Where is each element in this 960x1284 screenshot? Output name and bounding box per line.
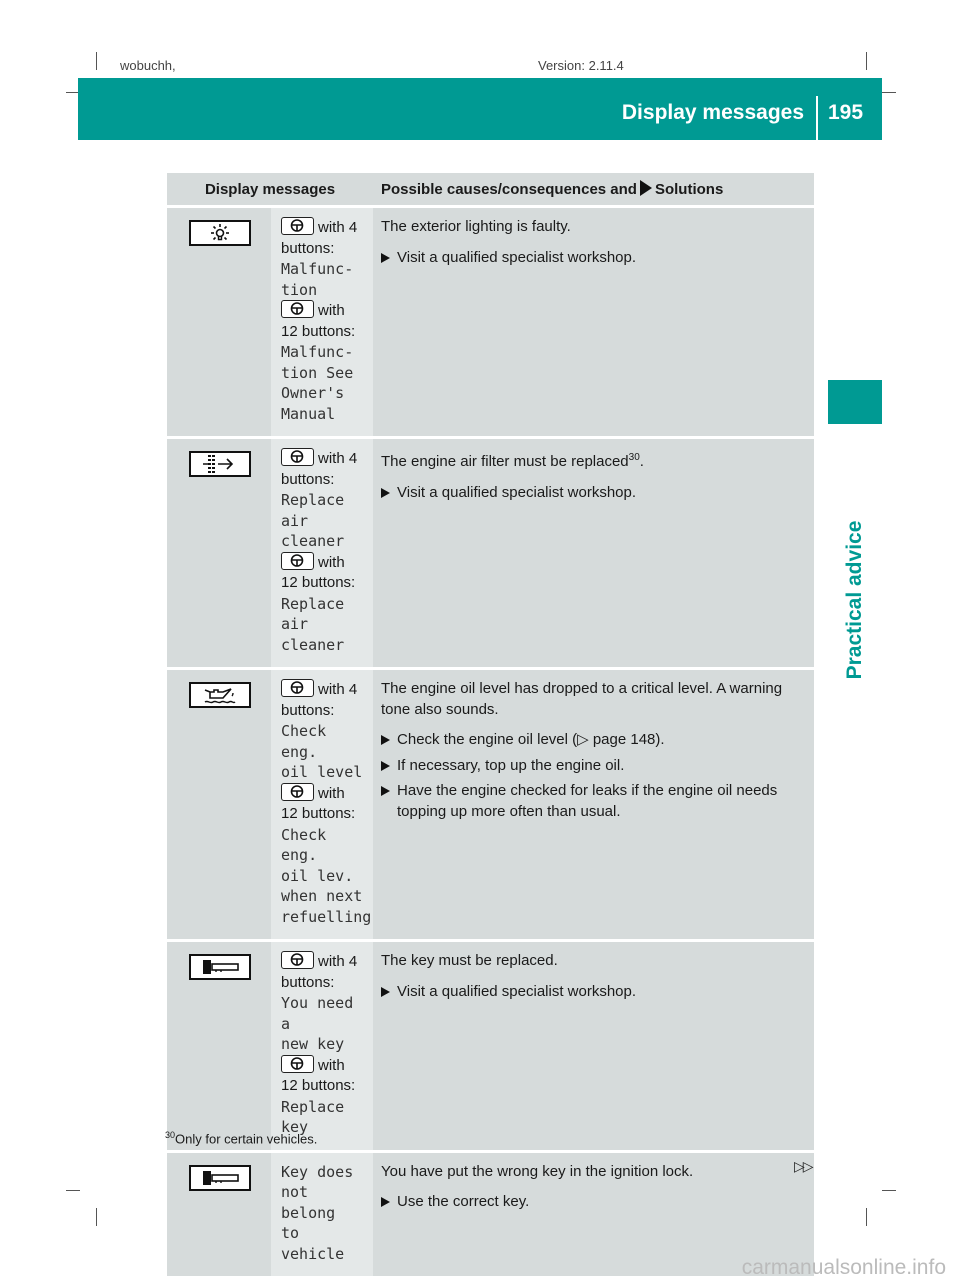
cause-solution-cell: [373, 207, 814, 438]
cause-solution-cell: [373, 669, 814, 941]
solution-arrow-icon: [640, 180, 652, 196]
cause-text: [381, 448, 808, 473]
display-message-cell: [271, 207, 373, 438]
cause-main: The exterior lighting is faulty.: [381, 218, 571, 235]
key-icon: [189, 1165, 251, 1191]
message-text: Check eng.: [281, 825, 327, 864]
page-number: 195: [828, 101, 864, 124]
crop-mark: [882, 92, 896, 93]
message-text: Manual: [281, 404, 336, 423]
cause-main: The engine air filter must be replaced: [381, 453, 629, 470]
print-meta-right: Version: 2.11.4: [538, 58, 624, 73]
crop-mark: [66, 1190, 80, 1191]
message-text: cleaner: [281, 532, 345, 550]
variant-label: [281, 1055, 370, 1077]
cause-text: [381, 1162, 808, 1183]
message-text: tion See: [281, 363, 354, 382]
steering-wheel-icon: [281, 951, 314, 969]
table-row: [167, 207, 814, 438]
icon-cell: [167, 941, 271, 1152]
display-messages-table: [167, 173, 814, 1279]
message-text: when next: [281, 887, 363, 905]
variant-label: [281, 300, 370, 322]
solution-step: [381, 781, 808, 822]
variant-label: [281, 951, 370, 973]
steering-wheel-icon: [281, 300, 314, 318]
icon-cell: [167, 669, 271, 941]
step-text: Check the engine oil level (▷ page 148).: [397, 731, 665, 748]
variant-sub: 12 buttons:: [281, 1077, 356, 1094]
step-arrow-icon: [381, 488, 390, 498]
variant-sub: 12 buttons:: [281, 574, 356, 591]
variant-sub: buttons:: [281, 701, 335, 719]
step-arrow-icon: [381, 761, 390, 771]
message-text: air: [281, 615, 309, 633]
footnote-ref: 30: [628, 452, 640, 463]
icon-cell: [167, 438, 271, 669]
steering-wheel-icon: [281, 552, 314, 570]
message-text: oil level: [281, 763, 363, 781]
step-text: If necessary, top up the engine oil.: [397, 756, 625, 774]
variant-sub: buttons:: [281, 470, 335, 488]
exterior-lighting-icon: [189, 220, 251, 246]
cause-text: [381, 951, 808, 972]
variant-label-text: with: [318, 784, 345, 802]
variant-sub: buttons:: [281, 973, 335, 991]
variant-label: [281, 552, 370, 574]
message-text: not belong: [281, 1183, 336, 1222]
variant-label: [281, 679, 370, 701]
crop-mark: [96, 52, 97, 70]
cause-solution-cell: [373, 941, 814, 1152]
variant-sub: 12 buttons:: [281, 805, 356, 822]
steering-wheel-icon: [281, 679, 314, 697]
steering-wheel-icon: [281, 1055, 314, 1073]
cause-main: The key must be replaced.: [381, 952, 558, 969]
air-filter-icon: [189, 451, 251, 477]
step-arrow-icon: [381, 253, 390, 263]
solution-step: [381, 730, 808, 751]
variant-label-text: with: [318, 302, 345, 319]
message-text: Malfunc-: [281, 343, 354, 361]
message-text: Replace: [281, 1097, 345, 1116]
icon-cell: [167, 1151, 271, 1278]
col-header-causes: [373, 173, 814, 207]
message-text: air: [281, 511, 309, 530]
message-text: You need a: [281, 994, 354, 1033]
variant-sub: 12 buttons:: [281, 322, 356, 340]
display-message-cell: [271, 941, 373, 1152]
variant-label-text: with: [318, 1056, 345, 1074]
variant-label: [281, 217, 370, 239]
step-arrow-icon: [381, 735, 390, 745]
variant-label-text: with 4: [318, 219, 358, 236]
engine-oil-icon: [189, 682, 251, 708]
solution-step: [381, 1192, 808, 1213]
steering-wheel-icon: [281, 448, 314, 466]
col-header-causes-label: Possible causes/consequences and: [381, 181, 637, 198]
step-text: Use the correct key.: [397, 1193, 530, 1210]
message-text: cleaner: [281, 635, 345, 654]
message-text: to vehicle: [281, 1224, 345, 1263]
table-row: [167, 941, 814, 1152]
variant-label-text: with: [318, 553, 345, 571]
message-text: Check eng.: [281, 722, 327, 761]
variant-sub: buttons:: [281, 239, 335, 257]
solution-step: [381, 248, 808, 269]
footnote-number: 30: [165, 1130, 176, 1140]
message-text: key: [281, 1118, 309, 1136]
cause-end: .: [639, 453, 644, 470]
icon-cell: [167, 207, 271, 438]
solution-step: [381, 483, 808, 504]
cause-text: [381, 217, 808, 238]
steering-wheel-icon: [281, 783, 314, 801]
crop-mark: [96, 1208, 97, 1226]
header-divider: [816, 96, 818, 140]
message-text: Malfunc-: [281, 260, 354, 278]
step-text: Visit a qualified specialist workshop.: [397, 248, 637, 266]
message-text: refuelling: [281, 907, 372, 926]
message-text: Key does: [281, 1162, 354, 1181]
col-header-display: Display messages: [167, 173, 373, 207]
steering-wheel-icon: [281, 217, 314, 235]
table-row: [167, 669, 814, 941]
message-text: Replace: [281, 594, 345, 613]
page-title: Display messages: [621, 101, 804, 124]
variant-label-text: with 4: [318, 681, 358, 698]
table-header-row: [167, 173, 814, 207]
continue-icon: ▷▷: [794, 1158, 812, 1174]
solution-step: [381, 756, 808, 777]
solution-step: [381, 982, 808, 1003]
display-message-cell: [271, 669, 373, 941]
message-text: oil lev.: [281, 866, 354, 885]
variant-label: [281, 783, 370, 805]
key-icon: [189, 954, 251, 980]
cause-main: You have put the wrong key in the ignition lock.: [381, 1162, 694, 1180]
message-text: tion: [281, 280, 318, 299]
variant-label: [281, 448, 370, 470]
step-arrow-icon: [381, 987, 390, 997]
watermark: carmanualsonline.info: [741, 1256, 946, 1279]
display-message-cell: [271, 438, 373, 669]
crop-mark: [866, 1208, 867, 1226]
step-text: Visit a qualified specialist workshop.: [397, 982, 637, 1000]
section-label: Practical advice: [843, 520, 866, 680]
print-meta-left: wobuchh,: [120, 58, 176, 73]
message-text: Owner's: [281, 384, 345, 402]
cause-text: [381, 679, 808, 720]
crop-mark: [866, 52, 867, 70]
message-text: new key: [281, 1035, 345, 1053]
step-text: Have the engine checked for leaks if the engine oil needs topping up more often than usual.: [397, 782, 778, 820]
cause-solution-cell: [373, 438, 814, 669]
section-tab: [828, 380, 882, 424]
table-row: [167, 438, 814, 669]
cause-main: The engine oil level has dropped to a critical level. A warning tone also sounds.: [381, 680, 783, 718]
footnote-text: Only for certain vehicles.: [175, 1131, 318, 1147]
table-row: [167, 1151, 814, 1278]
footnote: [165, 1130, 317, 1146]
step-arrow-icon: [381, 786, 390, 796]
display-message-cell: [271, 1151, 373, 1278]
col-header-solutions-label: Solutions: [654, 181, 724, 198]
step-arrow-icon: [381, 1197, 390, 1207]
message-text: Replace: [281, 491, 345, 509]
variant-label-text: with 4: [318, 953, 358, 970]
step-text: Visit a qualified specialist workshop.: [397, 483, 637, 501]
variant-label-text: with 4: [318, 450, 358, 467]
crop-mark: [882, 1190, 896, 1191]
